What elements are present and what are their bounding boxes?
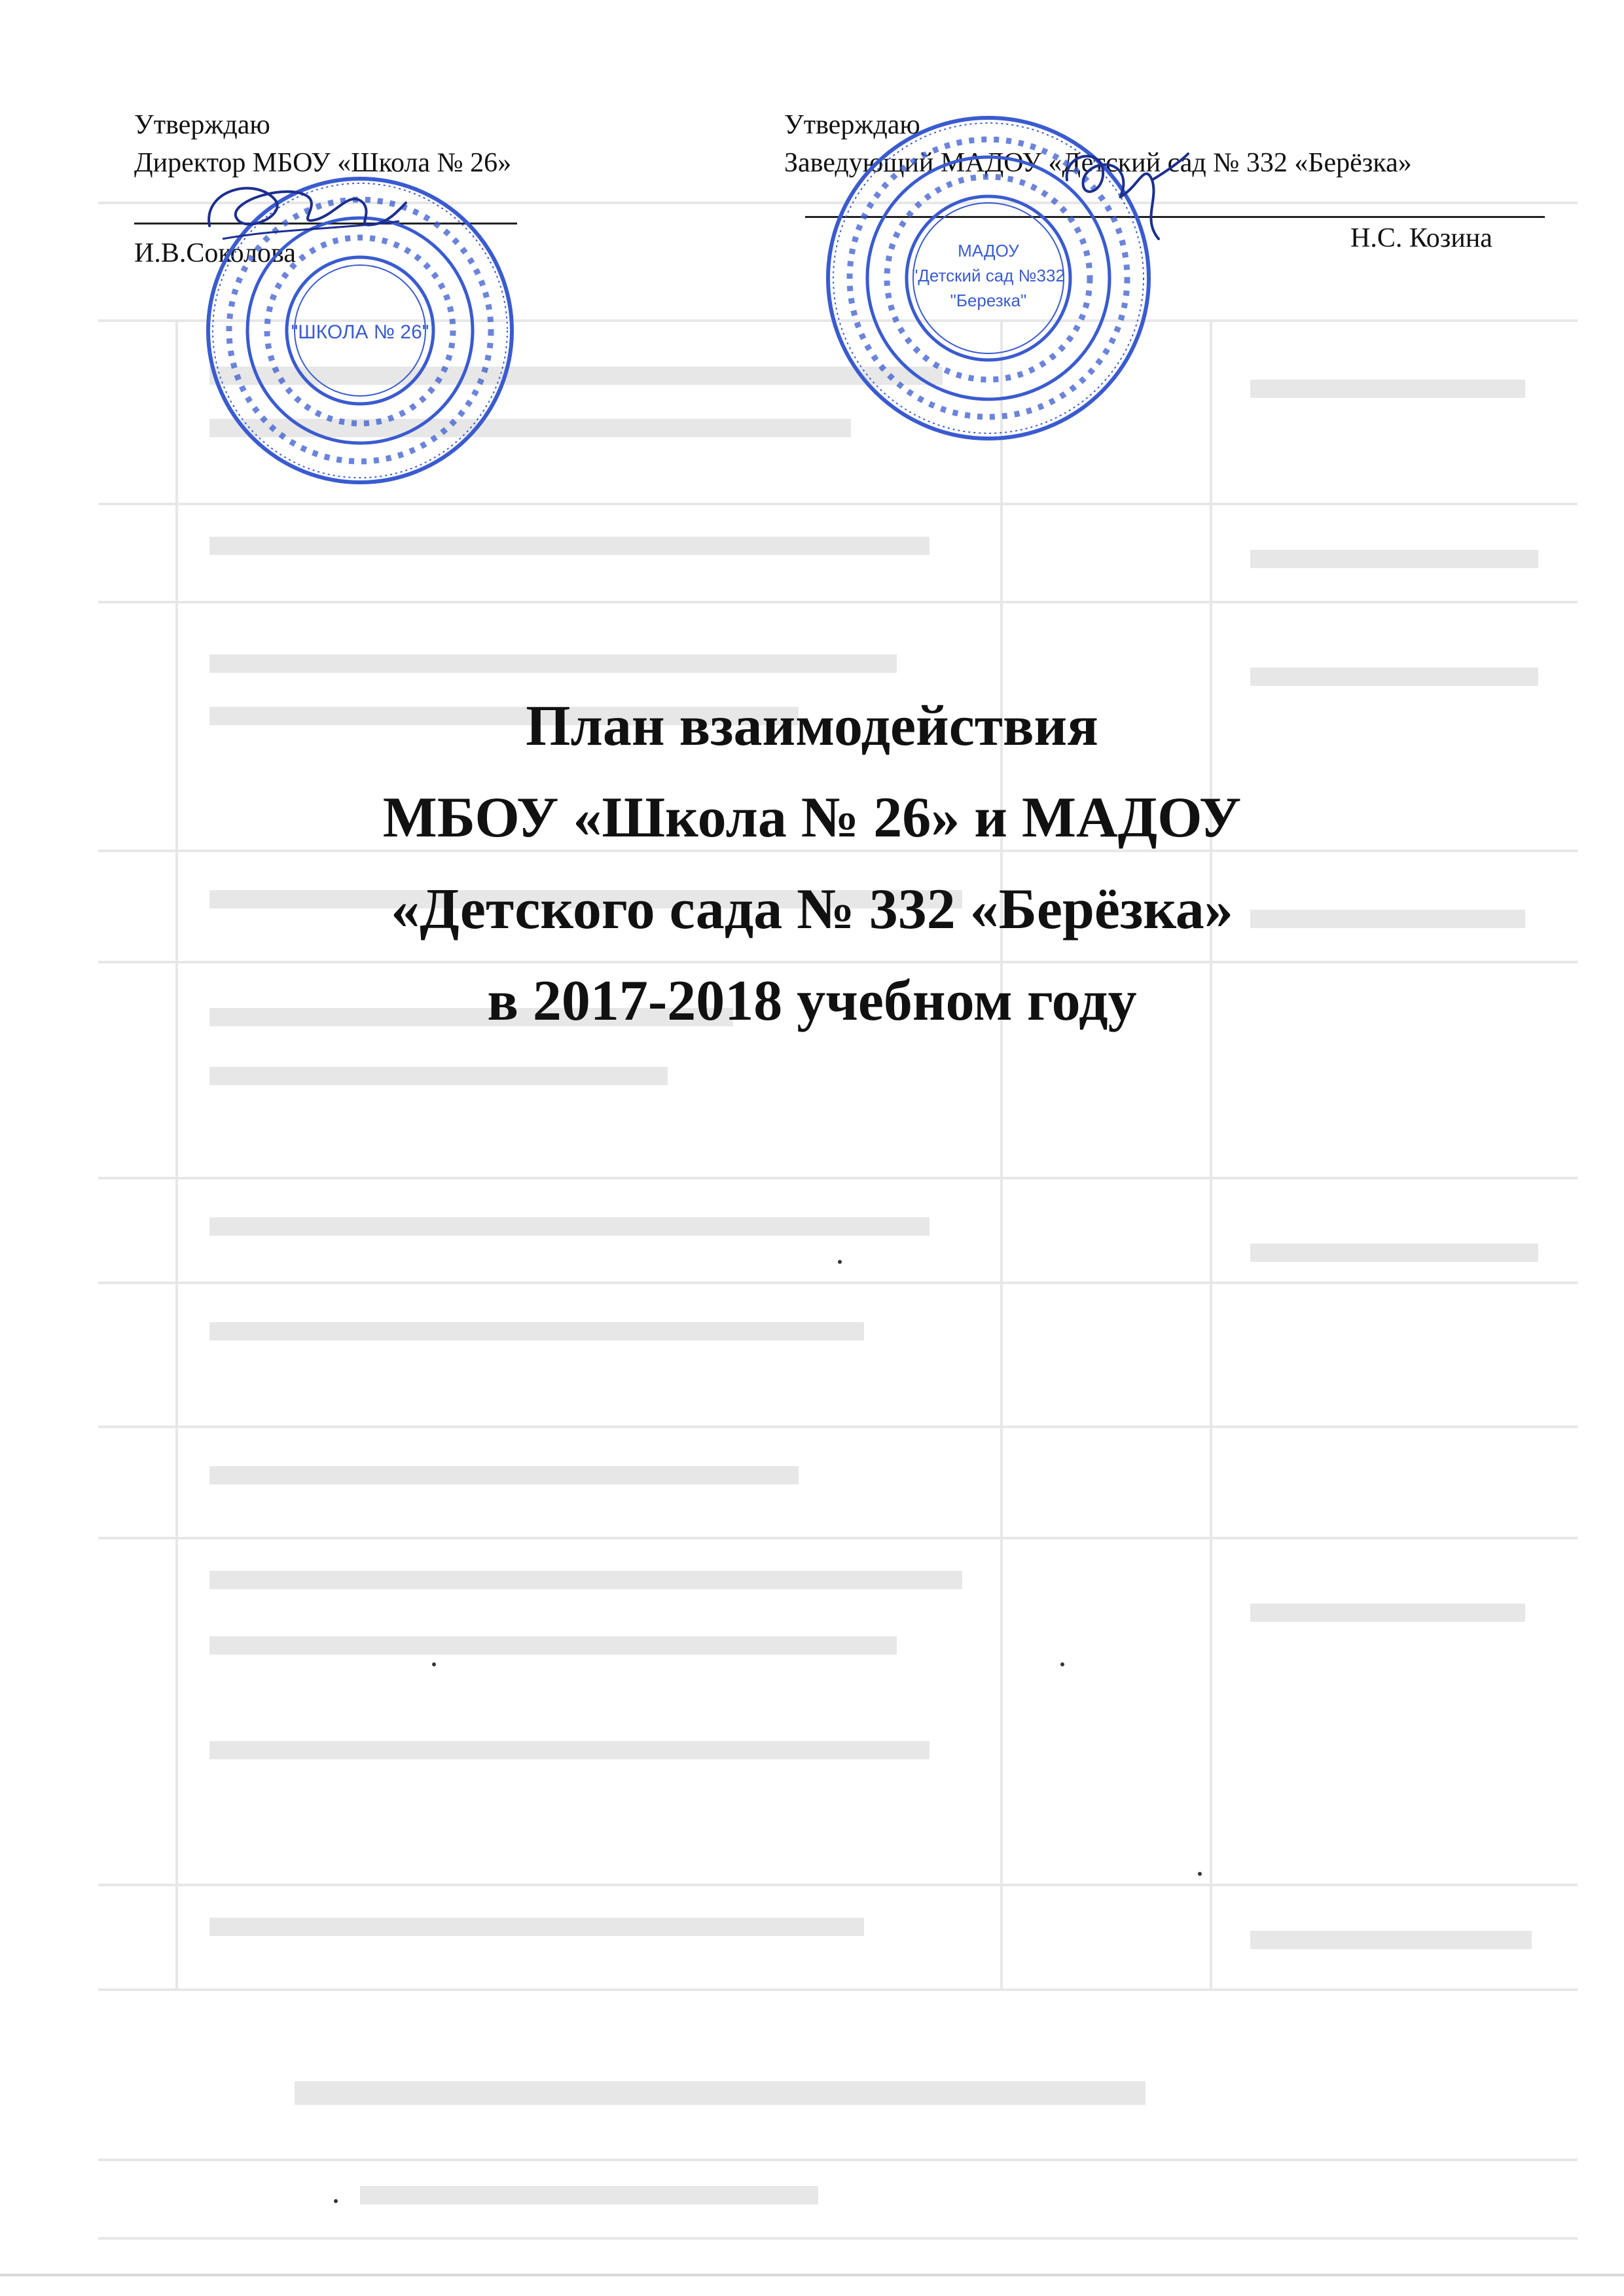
page-bottom-edge — [0, 2274, 1624, 2276]
approver-position: Заведующий МАДОУ «Детский сад № 332 «Берёзка» — [784, 148, 1412, 178]
seal-text-line: МАДОУ — [958, 241, 1019, 260]
handwritten-signature — [196, 164, 412, 262]
scan-speck — [1198, 1872, 1202, 1876]
approver-position: Директор МБОУ «Школа № 26» — [134, 148, 512, 178]
bleed-through-table — [98, 196, 1578, 2278]
seal-text-line: "Березка" — [950, 291, 1027, 310]
scan-speck — [334, 2199, 338, 2203]
title-line: МБОУ «Школа № 26» и МАДОУ — [382, 786, 1242, 850]
document-title — [0, 681, 1624, 1047]
seal-text-line: "Детский сад №332 — [912, 266, 1065, 285]
approval-heading: Утверждаю — [784, 110, 920, 140]
title-line: План взаимодействия — [526, 694, 1098, 758]
approver-name: Н.С. Козина — [1350, 223, 1492, 253]
scan-speck — [1060, 1662, 1064, 1666]
approver-name: И.В.Соколова — [134, 238, 296, 268]
title-line: в 2017-2018 учебном году — [487, 969, 1137, 1033]
seal-center-text: "ШКОЛА № 26" — [291, 321, 429, 343]
handwritten-signature — [1054, 141, 1198, 252]
approval-heading: Утверждаю — [134, 110, 270, 140]
scan-speck — [432, 1662, 436, 1666]
scan-speck — [838, 1260, 842, 1264]
title-line: «Детского сада № 332 «Берёзка» — [391, 878, 1233, 941]
